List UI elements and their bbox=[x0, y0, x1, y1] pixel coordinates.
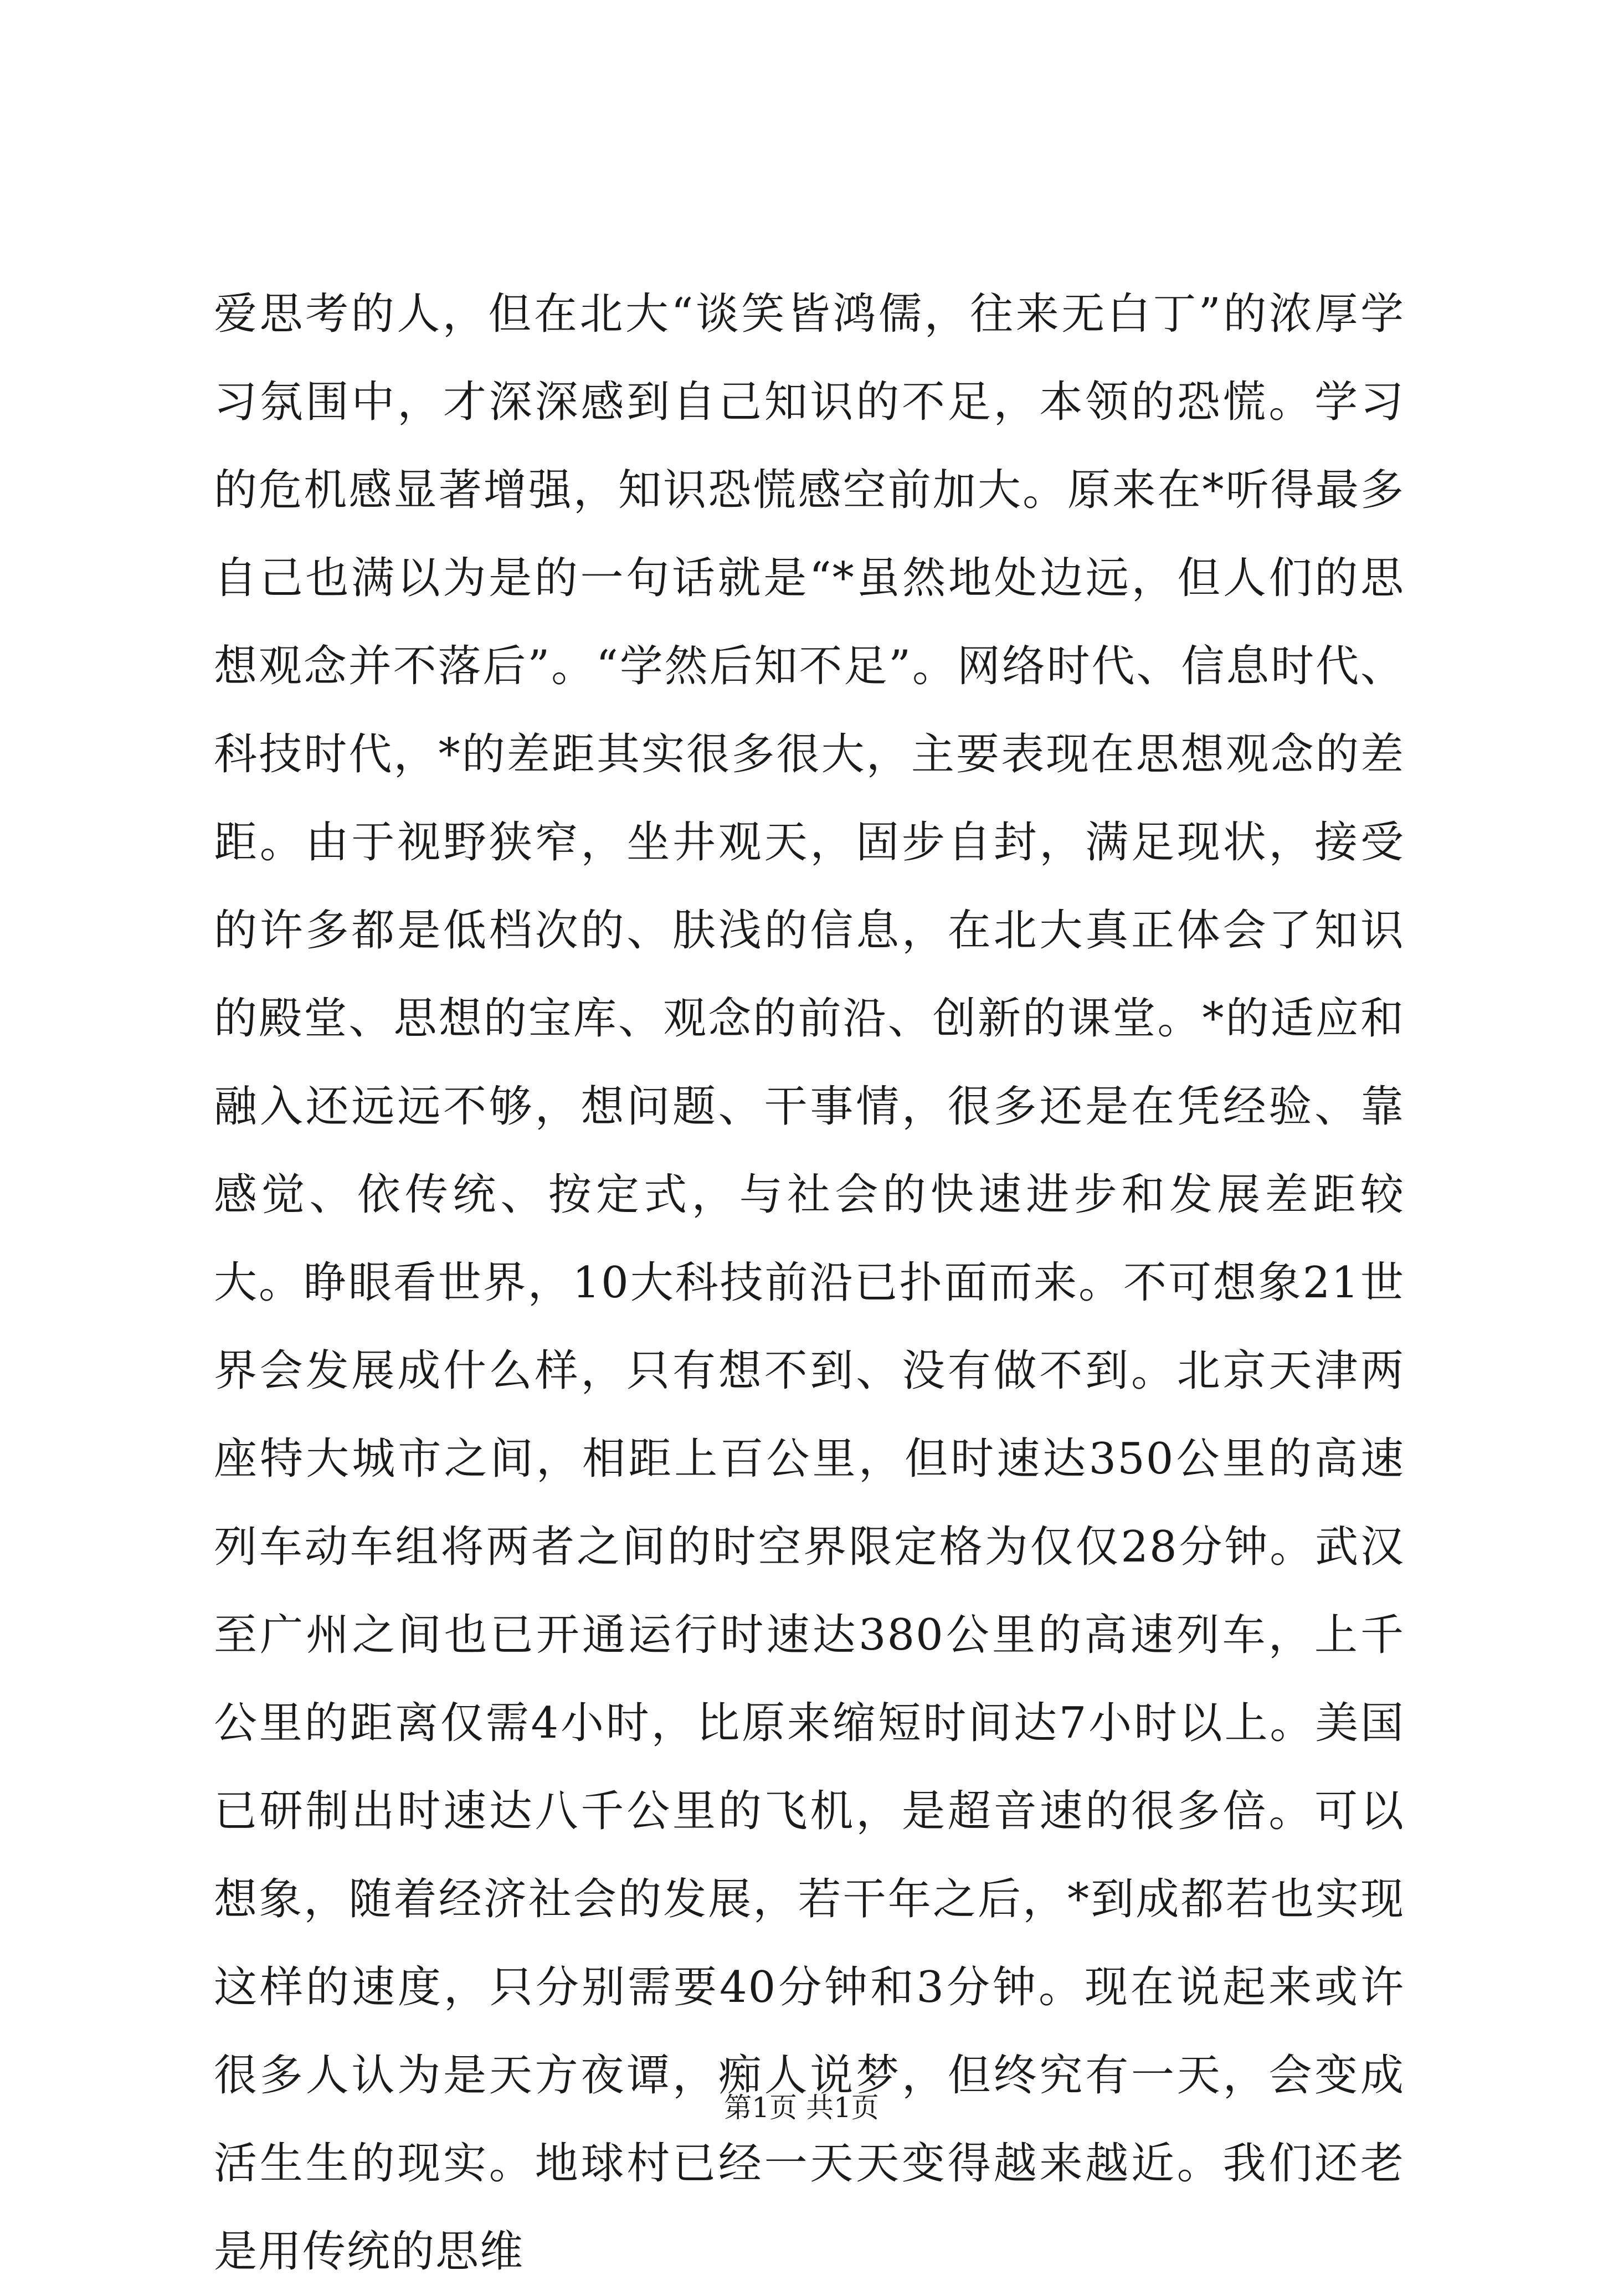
page-number-footer: 第1页 共1页 bbox=[724, 2092, 879, 2124]
body-paragraph: 爱思考的人，但在北大“谈笑皆鸿儒，往来无白丁”的浓厚学习氛围中，才深深感到自己知识的不足，本领的恐慌。学习的危机感显著增强，知识恐慌感空前加大。原来在*听得最多自己也满以为是的一句话就是“*虽然地处边远，但人们的思想观念并不落后”。“学然后知不足”。网络时代、信息时代、科技时代，*的差距其实很多很大，主要表现在思想观念的差距。由于视野狭窄，坐井观天，固步自封，满足现状，接受的许多都是低档次的、肤浅的信息，在北大真正体会了知识的殿堂、思想的宝库、观念的前沿、创新的课堂。*的适应和融入还远远不够，想问题、干事情，很多还是在凭经验、靠感觉、依传统、按定式，与社会的快速进步和发展差距较大。睁眼看世界，10大科技前沿已扑面而来。不可想象21世界会发展成什么样，只有想不到、没有做不到。北京天津两座特大城市之间，相距上百公里，但时速达350公里的高速列车动车组将两者之间的时空界限定格为仅仅28分钟。武汉至广州之间也已开通运行时速达380公里的高速列车，上千公里的距离仅需4小时，比原来缩短时间达7小时以上。美国已研制出时速达八千公里的飞机，是超音速的很多倍。可以想象，随着经济社会的发展，若干年之后，*到成都若也实现这样的速度，只分别需要40分钟和3分钟。现在说起来或许很多人认为是天方夜谭，痴人说梦，但终究有一天，会变成活生生的现实。地球村已经一天天变得越来越近。我们还老是用传统的思维 bbox=[214, 289, 1405, 2277]
